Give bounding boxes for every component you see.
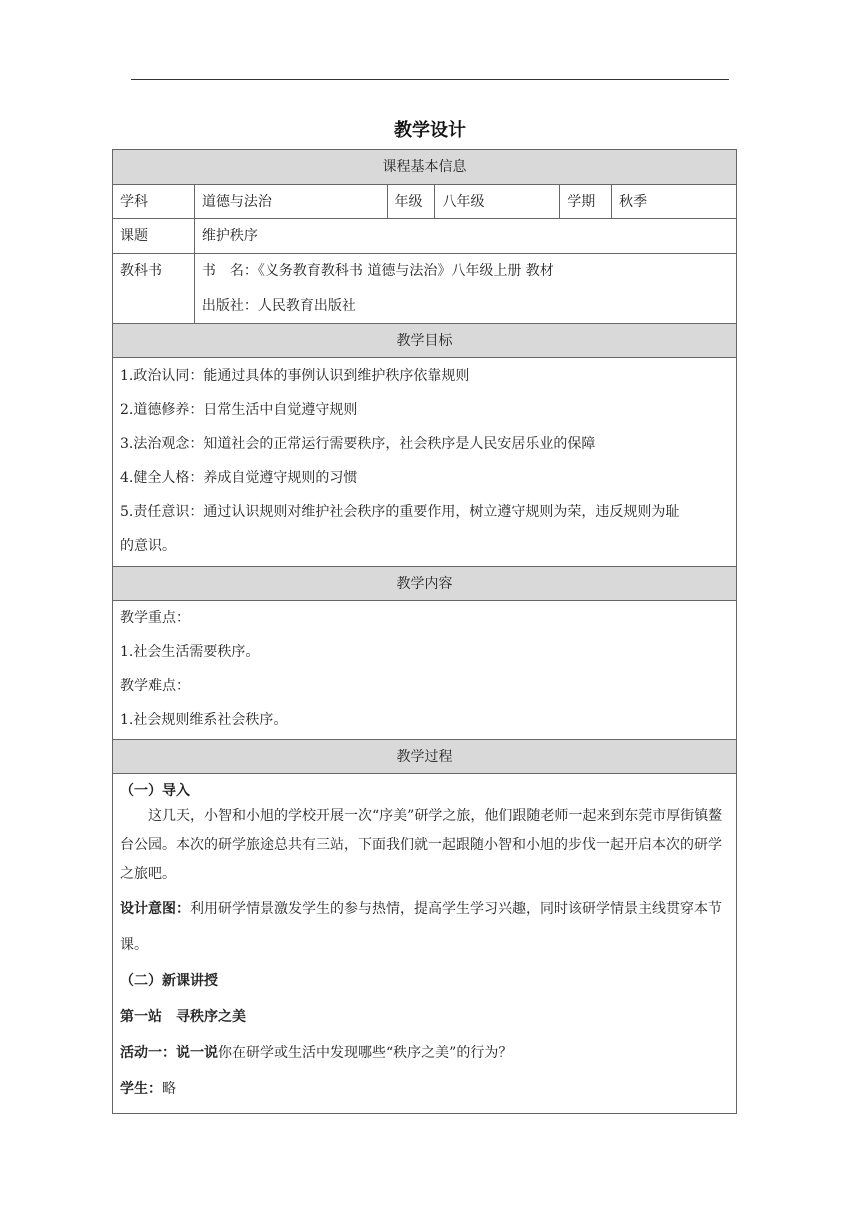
key-point-item: 1.社会生活需要秩序。 [120, 644, 260, 660]
activity-label: 活动一：说一说 [120, 1045, 218, 1061]
section-header-process: 教学过程 [113, 740, 737, 774]
grade-label: 年级 [387, 185, 435, 219]
objective-item: 3.法治观念：知道社会的正常运行需要秩序，社会秩序是人民安居乐业的保障 [120, 436, 596, 452]
design-intent-label: 设计意图： [120, 901, 190, 917]
objectives-list [113, 358, 737, 567]
design-intent [120, 891, 729, 963]
student-answer [120, 1071, 729, 1107]
objective-item: 5.责任意识：通过认识规则对维护社会秩序的重要作用，树立遵守规则为荣，违反规则为耻 [120, 504, 680, 520]
design-intent-text: 利用研学情景激发学生的参与热情，提高学生学习兴趣，同时该研学情景主线贯穿本节课。 [120, 901, 722, 953]
textbook-info [194, 254, 736, 324]
objective-item: 2.道德修养：日常生活中自觉遵守规则 [120, 402, 358, 418]
topic-value: 维护秩序 [194, 219, 736, 254]
section-header-content: 教学内容 [113, 567, 737, 601]
topic-label: 课题 [113, 219, 195, 254]
station1-title: 第一站 寻秩序之美 [120, 1009, 246, 1025]
difficult-point-label: 教学难点： [120, 678, 190, 694]
content-block [113, 601, 737, 740]
activity-one [120, 1035, 729, 1071]
term-value: 秋季 [612, 185, 737, 219]
difficult-point-item: 1.社会规则维系社会秩序。 [120, 712, 288, 728]
section-header-objectives: 教学目标 [113, 324, 737, 358]
activity-text: 你在研学或生活中发现哪些“秩序之美”的行为？ [218, 1045, 513, 1061]
part1-title: （一）导入 [120, 783, 190, 799]
objective-item: 的意识。 [120, 538, 176, 554]
objective-item: 4.健全人格：养成自觉遵守规则的习惯 [120, 470, 358, 486]
subject-label: 学科 [113, 185, 195, 219]
part2-title: （二）新课讲授 [120, 973, 218, 989]
textbook-name: 书 名：《义务教育教科书 道德与法治》八年级上册 教材 [201, 263, 554, 279]
term-label: 学期 [560, 185, 612, 219]
section-header-basic: 课程基本信息 [113, 150, 737, 185]
textbook-publisher: 出版社：人民教育出版社 [201, 298, 356, 314]
key-point-label: 教学重点： [120, 610, 190, 626]
subject-value: 道德与法治 [194, 185, 387, 219]
process-block [113, 774, 737, 1114]
header-rule [131, 79, 729, 80]
part1-text: 这几天，小智和小旭的学校开展一次“序美”研学之旅，他们跟随老师一起来到东莞市厚街镇鳌台公园。本次的研学旅途总共有三站，下面我们就一起跟随小智和小旭的步伐一起开启本次的研学之旅吧。 [120, 808, 723, 882]
student-label: 学生： [120, 1081, 162, 1097]
textbook-label: 教科书 [113, 254, 195, 324]
lesson-plan-table [112, 149, 737, 1114]
objective-item: 1.政治认同：能通过具体的事例认识到维护秩序依靠规则 [120, 368, 470, 384]
grade-value: 八年级 [435, 185, 560, 219]
document-title: 教学设计 [394, 120, 466, 141]
student-text: 略 [162, 1081, 176, 1097]
